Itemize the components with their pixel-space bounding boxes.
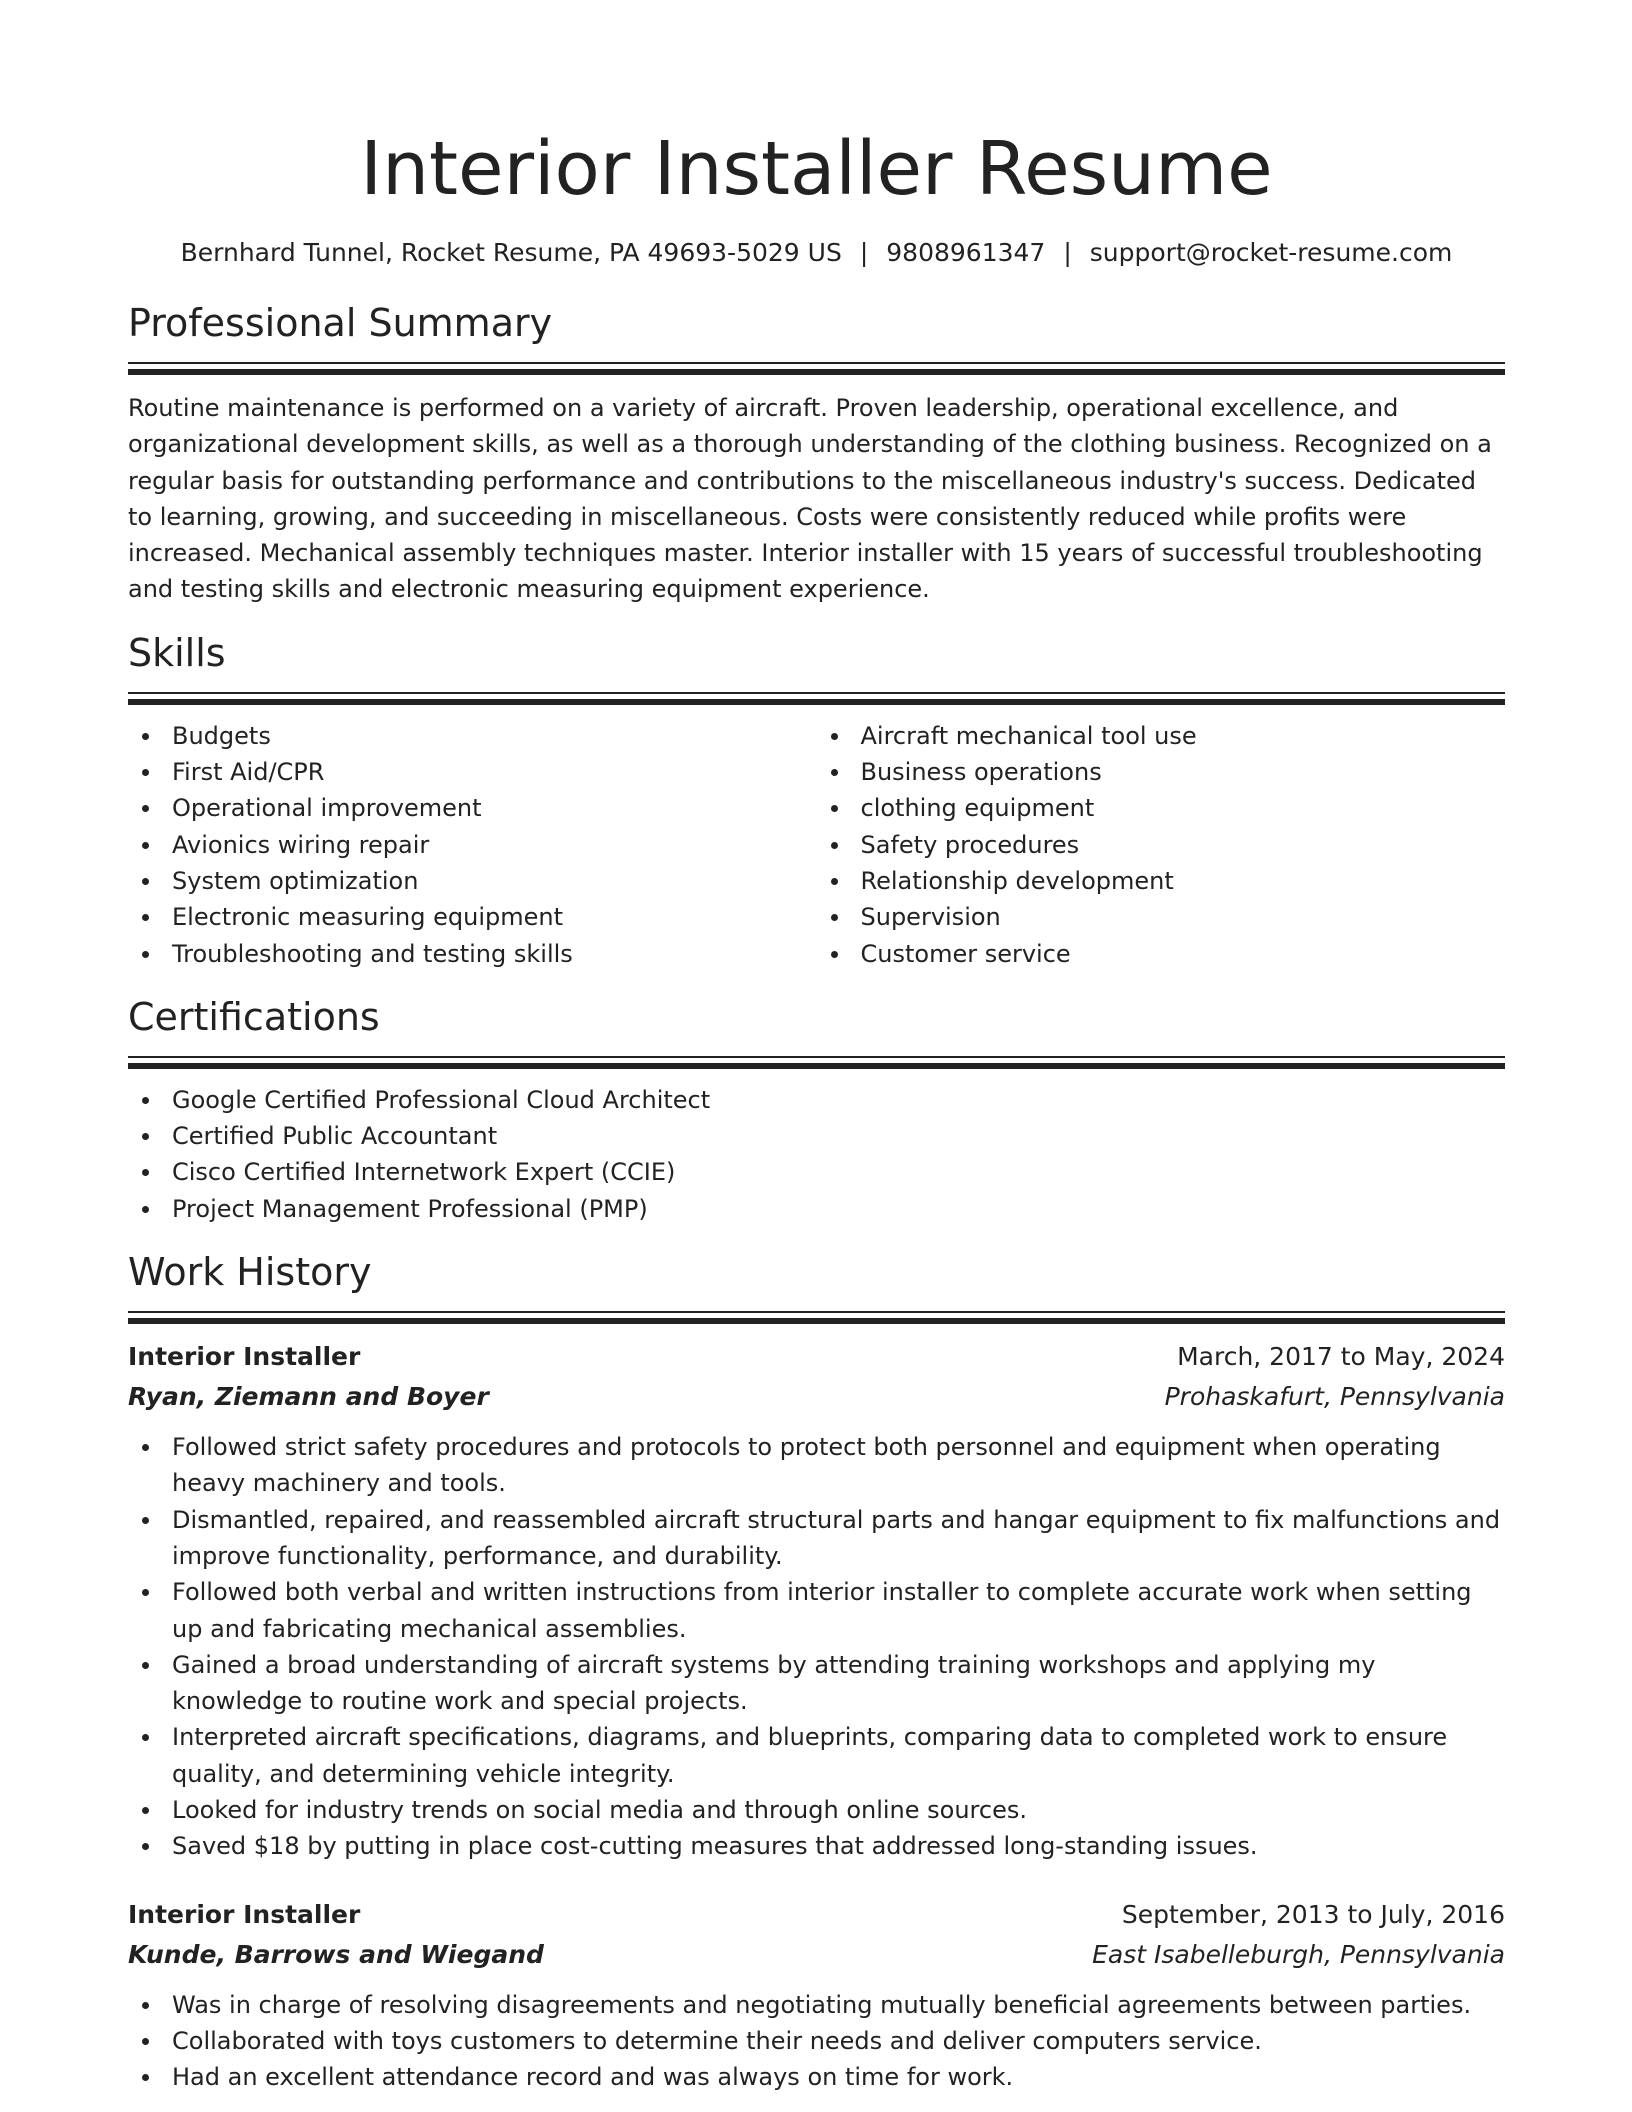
list-item: Cisco Certified Internetwork Expert (CCIE): [128, 1154, 1505, 1190]
job-header: [128, 1337, 1505, 1377]
job-company: Ryan, Ziemann and Boyer: [128, 1382, 489, 1412]
section-divider: [128, 1311, 1505, 1325]
job-dates: September, 2013 to July, 2016: [1121, 1899, 1505, 1929]
list-item: Certified Public Accountant: [128, 1118, 1505, 1154]
list-item: Electronic measuring equipment: [128, 899, 817, 935]
contact-separator: |: [1063, 238, 1072, 267]
list-item: Operational improvement: [128, 790, 817, 826]
list-item: Supervision: [817, 899, 1506, 935]
list-item: Business operations: [817, 754, 1506, 790]
job-title: Interior Installer: [128, 1899, 361, 1929]
list-item: Saved $18 by putting in place cost-cutting measures that addressed long-standing issues.: [128, 1828, 1505, 1864]
list-item: Safety procedures: [817, 827, 1506, 863]
list-item: First Aid/CPR: [128, 754, 817, 790]
summary-section: [128, 300, 1505, 608]
work-history-section: [128, 1249, 1505, 2095]
resume-title: Interior Installer Resume: [360, 126, 1273, 212]
summary-text: Routine maintenance is performed on a variety of aircraft. Proven leadership, operational excellence, and organizational development skills, as well as a thorough understanding of the clothing business. Recognized on a regular basis for outstanding performance and contributions to the miscellaneous industry's success. Dedicated to learning, growing, and succeeding in miscellaneous. Costs were consistently reduced while profits were increased. Mechanical assembly techniques master. Interior installer with 15 years of successful troubleshooting and testing skills and electronic measuring equipment experience.: [128, 394, 1492, 604]
contact-phone: 9808961347: [886, 238, 1046, 267]
list-item: Was in charge of resolving disagreements and negotiating mutually beneficial agreements between parties.: [128, 1987, 1505, 2023]
contact-email: support@rocket-resume.com: [1089, 238, 1453, 267]
list-item: Relationship development: [817, 863, 1506, 899]
list-item: Collaborated with toys customers to determine their needs and deliver computers service.: [128, 2023, 1505, 2059]
job-dates: March, 2017 to May, 2024: [1177, 1342, 1505, 1372]
list-item: Dismantled, repaired, and reassembled aircraft structural parts and hangar equipment to fix malfunctions and improve functionality, performance, and durability.: [128, 1502, 1505, 1575]
contact-address: Bernhard Tunnel, Rocket Resume, PA 49693-5029 US: [180, 238, 842, 267]
list-item: Gained a broad understanding of aircraft systems by attending training workshops and applying my knowledge to routine work and special projects.: [128, 1647, 1505, 1720]
skills-list-right: [817, 718, 1506, 972]
section-divider: [128, 692, 1505, 706]
list-item: Followed strict safety procedures and protocols to protect both personnel and equipment when operating heavy machinery and tools.: [128, 1429, 1505, 1502]
contact-separator: |: [859, 238, 869, 267]
skills-list-left: [128, 718, 817, 972]
list-item: Budgets: [128, 718, 817, 754]
section-divider: [128, 362, 1505, 376]
list-item: clothing equipment: [817, 790, 1506, 826]
skills-grid: [128, 718, 1505, 972]
skills-heading: Skills: [128, 630, 226, 675]
list-item: Looked for industry trends on social media and through online sources.: [128, 1792, 1505, 1828]
job-bullets: [128, 1987, 1505, 2096]
certifications-heading: Certifications: [128, 994, 380, 1039]
list-item: Customer service: [817, 936, 1506, 972]
job-subheader: [128, 1935, 1505, 1975]
skills-section: [128, 630, 1505, 972]
list-item: Followed both verbal and written instructions from interior installer to complete accurate work when setting up and fabricating mechanical assemblies.: [128, 1574, 1505, 1647]
certifications-list: [128, 1082, 1505, 1227]
section-divider: [128, 1056, 1505, 1070]
job-bullets: [128, 1429, 1505, 1865]
list-item: Troubleshooting and testing skills: [128, 936, 817, 972]
list-item: Had an excellent attendance record and was always on time for work.: [128, 2059, 1505, 2095]
job-location: East Isabelleburgh, Pennsylvania: [1092, 1939, 1505, 1969]
job-entry: [128, 1895, 1505, 2096]
certifications-section: [128, 994, 1505, 1227]
list-item: Interpreted aircraft specifications, diagrams, and blueprints, comparing data to completed work to ensure quality, and determining vehicle integrity.: [128, 1719, 1505, 1792]
list-item: Project Management Professional (PMP): [128, 1191, 1505, 1227]
work-history-heading: Work History: [128, 1250, 372, 1295]
job-title: Interior Installer: [128, 1342, 361, 1372]
list-item: System optimization: [128, 863, 817, 899]
summary-heading: Professional Summary: [128, 301, 553, 345]
list-item: Google Certified Professional Cloud Architect: [128, 1082, 1505, 1118]
list-item: Avionics wiring repair: [128, 827, 817, 863]
job-header: [128, 1895, 1505, 1935]
job-company: Kunde, Barrows and Wiegand: [128, 1939, 544, 1969]
list-item: Aircraft mechanical tool use: [817, 718, 1506, 754]
contact-line: [128, 236, 1505, 270]
job-location: Prohaskafurt, Pennsylvania: [1164, 1382, 1505, 1412]
job-subheader: [128, 1377, 1505, 1417]
resume-page: [128, 0, 1505, 2096]
job-entry: [128, 1337, 1505, 1865]
